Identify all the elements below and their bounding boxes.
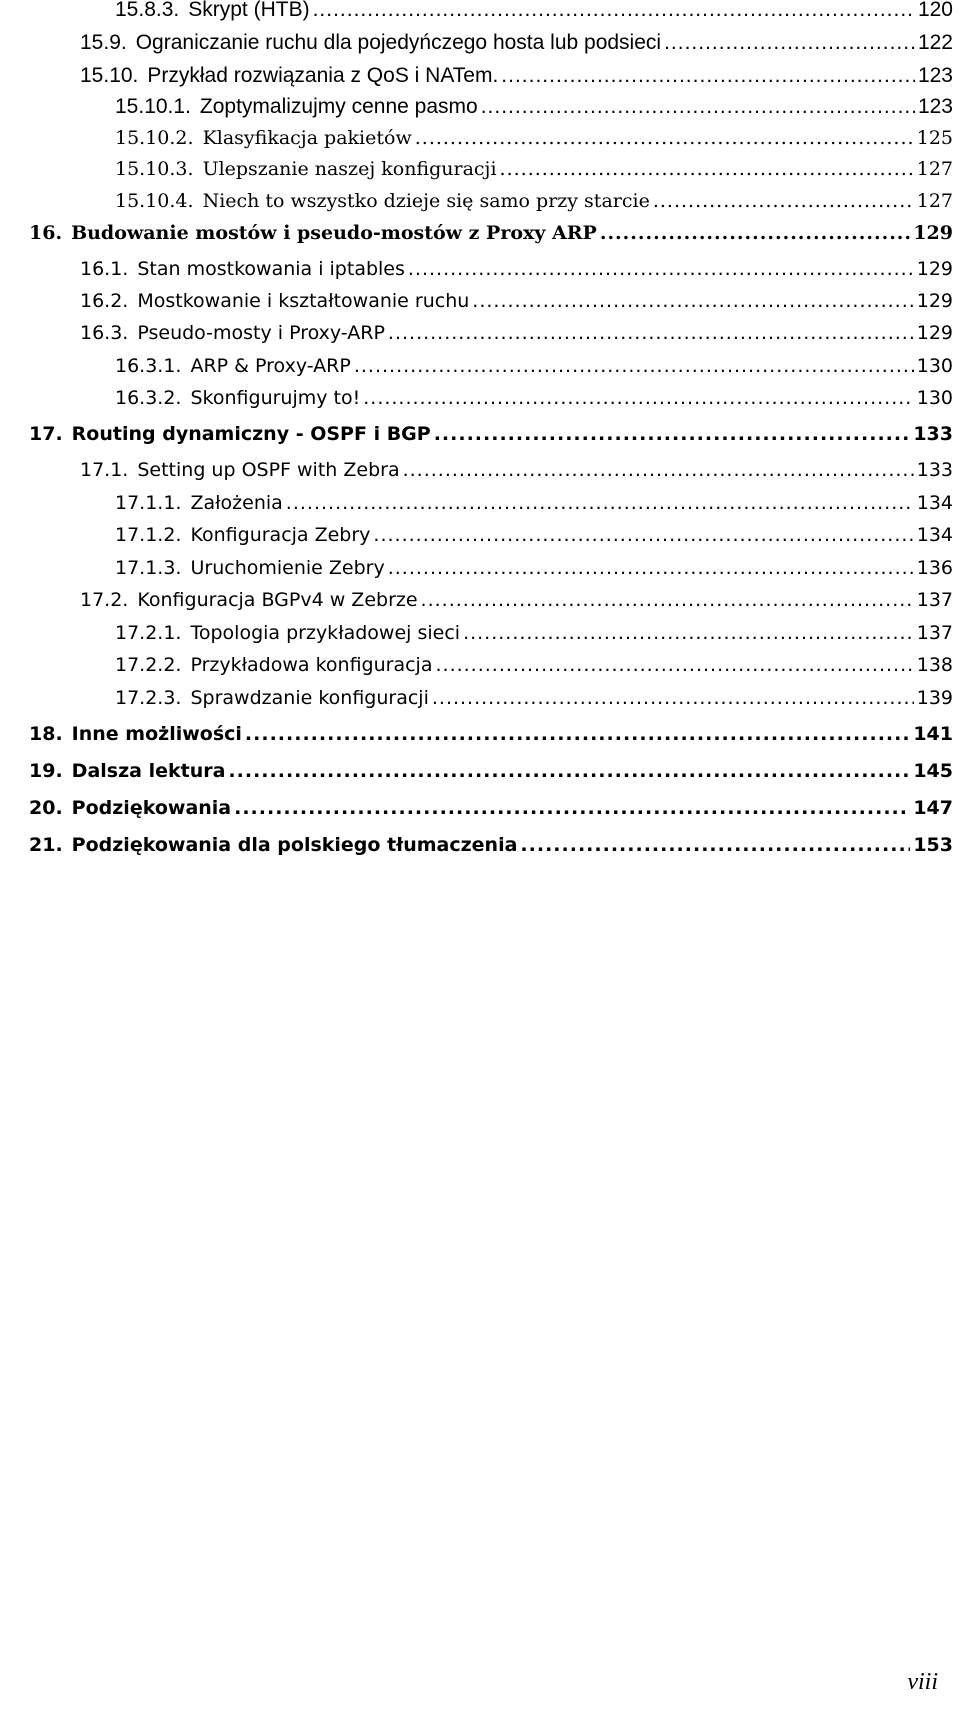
toc-dot-leader [313, 0, 915, 26]
toc-entry-17-1-2[interactable] [115, 519, 953, 551]
toc-entry-title: Inne możliwości [71, 723, 242, 745]
page-number: viii [907, 1669, 938, 1695]
toc-entry-number: 18. [29, 723, 63, 745]
toc-entry-16-3-2[interactable] [115, 382, 953, 414]
toc-entry-page: 130 [916, 387, 953, 409]
toc-entry-15-9[interactable] [80, 27, 953, 59]
toc-dot-leader [286, 487, 914, 519]
toc-entry-number: 16.2. [80, 290, 129, 312]
toc-entry-page: 127 [916, 158, 953, 180]
toc-entry-chapter-16[interactable] [29, 217, 953, 249]
toc-entry-page: 133 [916, 459, 953, 481]
toc-entry-page: 138 [916, 654, 953, 676]
toc-entry-chapter-19[interactable] [29, 755, 953, 787]
toc-entry-page: 136 [916, 557, 953, 579]
toc-entry-page: 141 [913, 723, 953, 745]
toc-dot-leader [245, 718, 910, 750]
toc-entry-16-1[interactable] [80, 253, 953, 285]
toc-entry-16-3[interactable] [80, 317, 953, 349]
toc-entry-page: 134 [916, 492, 953, 514]
toc-entry-number: 17.2.1. [115, 622, 182, 644]
toc-entry-page: 153 [913, 834, 953, 856]
toc-entry-17-2-2[interactable] [115, 649, 953, 681]
toc-entry-number: 17.1.3. [115, 557, 182, 579]
toc-entry-number: 17.2. [80, 589, 129, 611]
toc-entry-title: Routing dynamiczny - OSPF i BGP [71, 423, 431, 445]
toc-entry-page: 133 [913, 423, 953, 445]
toc-dot-leader [363, 382, 914, 414]
toc-entry-title: Dalsza lektura [71, 760, 226, 782]
toc-entry-page: 129 [916, 322, 953, 344]
toc-entry-number: 16.3.1. [115, 355, 182, 377]
toc-dot-leader [354, 350, 914, 382]
toc-entry-number: 16.3.2. [115, 387, 182, 409]
toc-entry-page: 122 [917, 31, 953, 54]
toc-entry-number: 15.8.3. [115, 0, 180, 21]
toc-entry-page: 129 [916, 290, 953, 312]
toc-dot-leader [520, 829, 910, 861]
toc-entry-page: 137 [916, 622, 953, 644]
toc-entry-number: 15.10.3. [115, 158, 194, 180]
toc-entry-title: Skrypt (HTB) [188, 0, 310, 21]
toc-dot-leader [234, 792, 910, 824]
toc-entry-title: Założenia [190, 492, 283, 514]
toc-entry-page: 123 [917, 64, 953, 87]
toc-entry-page: 130 [916, 355, 953, 377]
toc-entry-chapter-18[interactable] [29, 718, 953, 750]
toc-entry-15-10-3[interactable] [115, 153, 953, 185]
toc-dot-leader [435, 649, 913, 681]
toc-entry-title: Przykład rozwiązania z QoS i NATem. [147, 64, 499, 87]
toc-entry-page: 120 [917, 0, 953, 21]
toc-entry-number: 17.1.1. [115, 492, 182, 514]
toc-dot-leader [228, 755, 910, 787]
toc-entry-title: Konfiguracja Zebry [190, 524, 371, 546]
toc-entry-chapter-17[interactable] [29, 418, 953, 450]
toc-entry-title: Niech to wszystko dzieje się samo przy starcie [202, 190, 650, 212]
toc-entry-17-1-1[interactable] [115, 487, 953, 519]
toc-entry-number: 17. [29, 423, 63, 445]
toc-entry-number: 15.10. [80, 64, 139, 87]
toc-dot-leader [481, 91, 915, 123]
toc-entry-number: 17.2.2. [115, 654, 182, 676]
toc-entry-page: 129 [913, 222, 953, 244]
toc-entry-page: 139 [916, 687, 953, 709]
toc-entry-title: Sprawdzanie konfiguracji [190, 687, 429, 709]
toc-entry-15-10-4[interactable] [115, 185, 953, 217]
toc-entry-number: 16.3. [80, 322, 129, 344]
toc-entry-number: 15.10.1. [115, 95, 191, 118]
toc-entry-chapter-20[interactable] [29, 792, 953, 824]
toc-entry-title: Podziękowania [71, 797, 232, 819]
toc-entry-number: 20. [29, 797, 63, 819]
toc-dot-leader [415, 122, 914, 154]
toc-entry-title: ARP & Proxy-ARP [190, 355, 351, 377]
toc-entry-title: Mostkowanie i kształtowanie ruchu [137, 290, 470, 312]
toc-entry-title: Budowanie mostów i pseudo-mostów z Proxy ARP [71, 222, 597, 244]
toc-dot-leader [472, 285, 913, 317]
toc-dot-leader [463, 617, 914, 649]
toc-entry-15-10-2[interactable] [115, 122, 953, 154]
toc-entry-number: 17.1.2. [115, 524, 182, 546]
toc-entry-page: 147 [913, 797, 953, 819]
toc-entry-title: Pseudo-mosty i Proxy-ARP [137, 322, 385, 344]
toc-entry-17-2-1[interactable] [115, 617, 953, 649]
toc-entry-title: Uruchomienie Zebry [190, 557, 385, 579]
toc-dot-leader [408, 253, 914, 285]
toc-entry-page: 127 [916, 190, 953, 212]
toc-entry-page: 137 [916, 589, 953, 611]
toc-entry-title: Stan mostkowania i iptables [137, 258, 405, 280]
toc-entry-title: Setting up OSPF with Zebra [137, 459, 400, 481]
toc-entry-number: 17.2.3. [115, 687, 182, 709]
toc-entry-16-3-1[interactable] [115, 350, 953, 382]
toc-entry-16-2[interactable] [80, 285, 953, 317]
toc-entry-title: Konfiguracja BGPv4 w Zebrze [137, 589, 418, 611]
toc-entry-number: 21. [29, 834, 63, 856]
toc-dot-leader [373, 519, 913, 551]
toc-entry-page: 134 [916, 524, 953, 546]
toc-entry-page: 129 [916, 258, 953, 280]
toc-entry-title: Skonfigurujmy to! [190, 387, 361, 409]
toc-entry-number: 15.9. [80, 31, 127, 54]
toc-entry-title: Przykładowa konfiguracja [190, 654, 433, 676]
toc-entry-number: 17.1. [80, 459, 129, 481]
toc-entry-chapter-21[interactable] [29, 829, 953, 861]
toc-dot-leader [664, 27, 915, 59]
toc-dot-leader [501, 60, 915, 92]
toc-entry-title: Zoptymalizujmy cenne pasmo [199, 95, 478, 118]
toc-entry-title: Klasyfikacja pakietów [202, 127, 412, 149]
toc-dot-leader [600, 217, 911, 249]
toc-dot-leader [500, 153, 914, 185]
toc-entry-page: 145 [913, 760, 953, 782]
toc-entry-number: 15.10.2. [115, 127, 194, 149]
toc-entry-15-8-3[interactable] [115, 0, 953, 26]
toc-entry-number: 16. [29, 222, 63, 244]
toc-entry-number: 16.1. [80, 258, 129, 280]
toc-entry-title: Ograniczanie ruchu dla pojedyńczego hosta lub podsieci [135, 31, 662, 54]
toc-entry-title: Ulepszanie naszej konfiguracji [202, 158, 497, 180]
toc-entry-title: Topologia przykładowej sieci [190, 622, 461, 644]
toc-entry-17-1-3[interactable] [115, 552, 953, 584]
toc-entry-17-2[interactable] [80, 584, 953, 616]
toc-entry-number: 15.10.4. [115, 190, 194, 212]
toc-entry-page: 125 [916, 127, 953, 149]
toc-dot-leader [388, 317, 914, 349]
toc-dot-leader [653, 185, 914, 217]
toc-entry-15-10[interactable] [80, 60, 953, 92]
toc-entry-15-10-1[interactable] [115, 91, 953, 123]
toc-dot-leader [432, 682, 914, 714]
toc-dot-leader [434, 418, 911, 450]
toc-dot-leader [421, 584, 914, 616]
toc-dot-leader [388, 552, 914, 584]
toc-entry-17-2-3[interactable] [115, 682, 953, 714]
toc-dot-leader [403, 454, 914, 486]
toc-entry-title: Podziękowania dla polskiego tłumaczenia [71, 834, 518, 856]
toc-entry-17-1[interactable] [80, 454, 953, 486]
toc-entry-page: 123 [917, 95, 953, 118]
toc-entry-number: 19. [29, 760, 63, 782]
